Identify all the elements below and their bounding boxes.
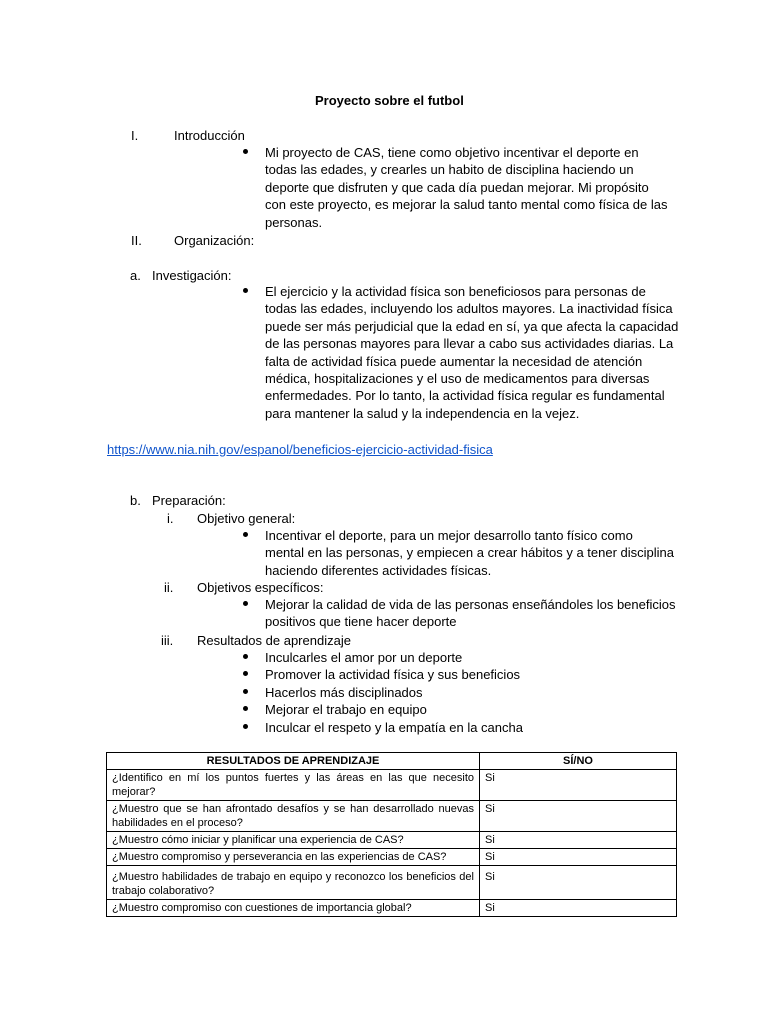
header-resultados: RESULTADOS DE APRENDIZAJE: [107, 753, 480, 770]
question-cell: ¿Muestro cómo iniciar y planificar una experiencia de CAS?: [107, 832, 480, 849]
answer-cell: Si: [480, 801, 677, 832]
question-cell: ¿Muestro compromiso y perseverancia en las experiencias de CAS?: [107, 849, 480, 866]
subsection-letter: b.: [130, 493, 141, 508]
answer-cell: Si: [480, 900, 677, 917]
bullet-icon: [243, 288, 248, 293]
investigacion-paragraph: El ejercicio y la actividad física son beneficiosos para personas de todas las edades, incluyendo los adultos mayores. La inactividad física puede ser más perjudicial que la edad en sí, ya que afecta la capacidad de las personas mayores para llevar a cabo sus actividades diarias. La falta de actividad física puede aumentar la necesidad de atención médica, hospitalizaciones y el uso de medicamentos para diversas enfermedades. Por lo tanto, la actividad física regular es fundamental para mantener la salud y la independencia en la vejez.: [265, 284, 679, 421]
header-si-no: SÍ/NO: [480, 753, 677, 770]
answer-cell: Si: [480, 849, 677, 866]
table-row: [107, 900, 677, 917]
page-title: Proyecto sobre el futbol: [315, 93, 464, 108]
question-cell: ¿Muestro que se han afrontado desafíos y se han desarrollado nuevas habilidades en el proceso?: [107, 801, 480, 832]
table-row: [107, 770, 677, 801]
bullet-icon: [243, 601, 248, 606]
bullet-icon: [243, 689, 248, 694]
subsection-letter: a.: [130, 268, 141, 283]
answer-cell: Si: [480, 770, 677, 801]
item-numeral: i.: [167, 511, 174, 526]
table-row: [107, 801, 677, 832]
resultados-heading: Resultados de aprendizaje: [197, 633, 351, 648]
question-cell: ¿Identifico en mí los puntos fuertes y las áreas en las que necesito mejorar?: [107, 770, 480, 801]
objetivo-general-paragraph: Incentivar el deporte, para un mejor desarrollo tanto físico como mental en las personas, y empiecen a crear hábitos y a tener disciplina haciendo diferentes actividades físicas.: [265, 528, 674, 578]
answer-cell: Si: [480, 832, 677, 849]
section-heading-organizacion: Organización:: [174, 233, 255, 248]
subsection-heading-investigacion: Investigación:: [152, 268, 232, 283]
bullet-icon: [243, 671, 248, 676]
answer-cell: Si: [480, 866, 677, 900]
subsection-heading-preparacion: Preparación:: [152, 493, 226, 508]
bullet-icon: [243, 724, 248, 729]
table-row: [107, 866, 677, 900]
list-item: Hacerlos más disciplinados: [265, 685, 423, 700]
objetivos-especificos-heading: Objetivos específicos:: [197, 580, 324, 595]
item-numeral: iii.: [161, 633, 174, 648]
bullet-icon: [243, 149, 248, 154]
section-numeral: II.: [131, 233, 142, 248]
bullet-icon: [243, 532, 248, 537]
list-item: Inculcar el respeto y la empatía en la cancha: [265, 720, 523, 735]
intro-paragraph: Mi proyecto de CAS, tiene como objetivo incentivar el deporte en todas las edades, y crearles un habito de disciplina haciendo un deporte que disfruten y que cada día puedan mejorar. Mi propósito con este proyecto, es mejorar la salud tanto mental como física de las personas.: [265, 145, 668, 230]
bullet-icon: [243, 654, 248, 659]
objetivos-especificos-paragraph: Mejorar la calidad de vida de las personas enseñándoles los beneficios positivos que tiene hacer deporte: [265, 597, 676, 630]
list-item: Mejorar el trabajo en equipo: [265, 702, 427, 717]
objetivo-general-heading: Objetivo general:: [197, 511, 296, 526]
section-numeral: I.: [131, 128, 139, 143]
source-link[interactable]: https://www.nia.nih.gov/espanol/beneficios-ejercicio-actividad-fisica: [107, 442, 493, 457]
table-header-row: [107, 753, 677, 770]
bullet-icon: [243, 706, 248, 711]
list-item: Promover la actividad física y sus beneficios: [265, 667, 521, 682]
section-heading-introduccion: Introducción: [174, 128, 245, 143]
question-cell: ¿Muestro habilidades de trabajo en equipo y reconozco los beneficios del trabajo colaborativo?: [107, 866, 480, 900]
item-numeral: ii.: [164, 580, 174, 595]
question-cell: ¿Muestro compromiso con cuestiones de importancia global?: [107, 900, 480, 917]
table-row: [107, 832, 677, 849]
list-item: Inculcarles el amor por un deporte: [265, 650, 463, 665]
table-row: [107, 849, 677, 866]
results-table: [106, 752, 677, 917]
